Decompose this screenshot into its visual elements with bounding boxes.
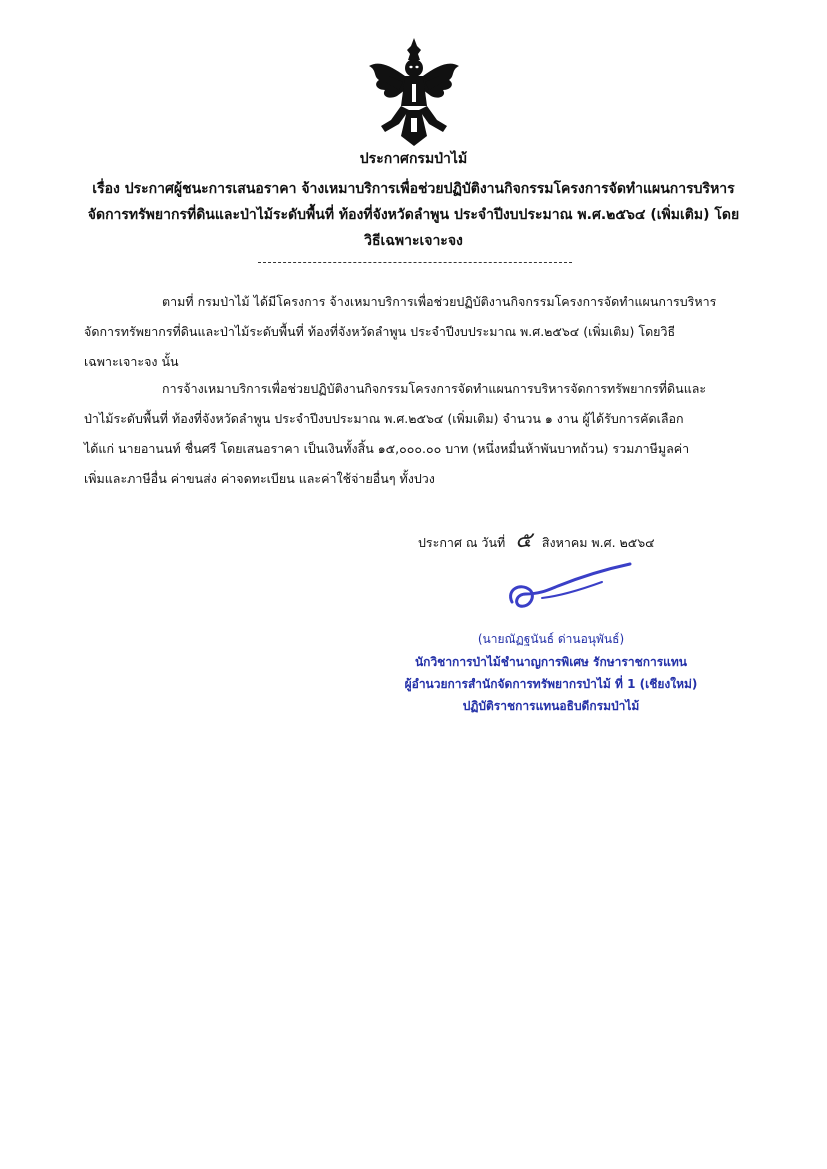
signatory-name: (นายณัฏฐนันธ์ ด่านอนุพันธ์) bbox=[477, 632, 625, 646]
announcement-prefix: ประกาศ ณ วันที่ bbox=[418, 535, 506, 550]
paragraph-line: เพิ่มและภาษีอื่น ค่าขนส่ง ค่าจดทะเบียน และค่าใช้จ่ายอื่นๆ ทั้งปวง bbox=[84, 471, 435, 486]
document-subject bbox=[60, 176, 767, 254]
subject-line: จัดการทรัพยากรที่ดินและป่าไม้ระดับพื้นที่ ท้องที่จังหวัดลำพูน ประจำปีงบประมาณ พ.ศ.๒๕๖๔ (เพิ่มเติม) โดย bbox=[87, 207, 740, 223]
dashed-divider bbox=[258, 262, 572, 263]
paragraph-line: เฉพาะเจาะจง นั้น bbox=[84, 354, 179, 369]
handwritten-signature-icon bbox=[490, 560, 640, 630]
body-paragraph-1 bbox=[84, 287, 764, 377]
announcement-day: ๕ bbox=[515, 528, 532, 553]
paragraph-line: ป่าไม้ระดับพื้นที่ ท้องที่จังหวัดลำพูน ประจำปีงบประมาณ พ.ศ.๒๕๖๔ (เพิ่มเติม) จำนวน ๑ งาน ผู้ได้รับการคัดเลือก bbox=[84, 411, 684, 426]
document-title: ประกาศกรมป่าไม้ bbox=[359, 151, 468, 167]
paragraph-line: การจ้างเหมาบริการเพื่อช่วยปฏิบัติงานกิจกรรมโครงการจัดทำแผนการบริหารจัดการทรัพยากรที่ดินและ bbox=[162, 381, 707, 396]
position-line: ปฏิบัติราชการแทนอธิบดีกรมป่าไม้ bbox=[462, 699, 640, 713]
subject-line: เรื่อง ประกาศผู้ชนะการเสนอราคา จ้างเหมาบริการเพื่อช่วยปฏิบัติงานกิจกรรมโครงการจัดทำแผนการบริหาร bbox=[92, 181, 735, 197]
subject-line: วิธีเฉพาะเจาะจง bbox=[364, 233, 463, 249]
body-paragraph-2 bbox=[84, 374, 764, 494]
position-line: ผู้อำนวยการสำนักจัดการทรัพยากรป่าไม้ ที่ 1 (เชียงใหม่) bbox=[404, 677, 698, 691]
paragraph-line: ตามที่ กรมป่าไม้ ได้มีโครงการ จ้างเหมาบริการเพื่อช่วยปฏิบัติงานกิจกรรมโครงการจัดทำแผนการบริหาร bbox=[162, 294, 717, 309]
paragraph-line: จัดการทรัพยากรที่ดินและป่าไม้ระดับพื้นที่ ท้องที่จังหวัดลำพูน ประจำปีงบประมาณ พ.ศ.๒๕๖๔ (เพิ่มเติม) โดยวิธี bbox=[84, 324, 676, 339]
position-line: นักวิชาการป่าไม้ชำนาญการพิเศษ รักษาราชการแทน bbox=[414, 655, 688, 669]
garuda-emblem-icon bbox=[367, 36, 461, 148]
paragraph-line: ได้แก่ นายอานนท์ ชื่นศรี โดยเสนอราคา เป็นเงินทั้งสิ้น ๑๕,๐๐๐.๐๐ บาท (หนึ่งหมื่นห้าพันบาทถ้วน) รวมภาษีมูลค่า bbox=[84, 441, 690, 456]
announcement-month-year: สิงหาคม พ.ศ. ๒๕๖๔ bbox=[541, 535, 655, 550]
signatory-position bbox=[396, 651, 706, 717]
announcement-date bbox=[418, 522, 655, 557]
